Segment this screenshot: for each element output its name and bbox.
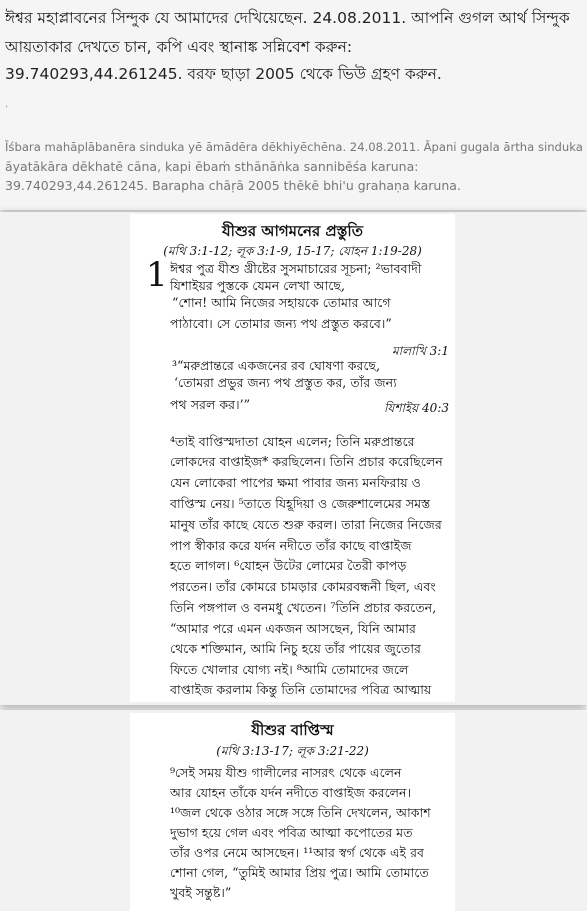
verse-line: বাপ্তিস্ম নেয়। ⁵তাতে যিহূদিয়া ও জেরুশালেমের সমস্ত (170, 496, 431, 511)
verse-line: তিনি পঙ্গপাল ও বনমধু খেতেন। ⁷তিনি প্রচার করতেন, (170, 600, 437, 615)
verse-line: “শোন! আমি নিজের সহায়কে তোমার আগে (172, 295, 391, 310)
verse-line: শোনা গেল, “তুমিই আমার প্রিয় পুত্র। আমি তোমাতে (170, 865, 429, 880)
verse-line: পাঠাবো। সে তোমার জন্য পথ প্রস্তুত করবে।” (170, 316, 392, 331)
separator-dot: . (5, 99, 9, 110)
transliteration-line: āyatākāra dēkhatē cāna, kapi ēbaṁ sthānāṅka sannibēśa karuna: (5, 159, 419, 174)
verse-line: যিশাইয়র পুস্তকে যেমন লেখা আছে, (170, 278, 346, 293)
verse-line: মানুষ তাঁর কাছে যেতে শুরু করল। তারা নিজের নিজের (170, 517, 442, 532)
verse-line: দুভাগ হয়ে গেল এবং পবিত্র আত্মা কপোতের মত (170, 825, 413, 840)
transliteration-line: Īśbara mahāplābanēra sinduka yē āmādēra dēkhiyēchēna. 24.08.2011. Āpani gugala ārtha sinduka (5, 140, 583, 154)
verse-line: লোকদের বাপ্তাইজ* করছিলেন। তিনি প্রচার করেছিলেন (170, 454, 443, 469)
transliteration-line: 39.740293,44.261245. Barapha chāṛā 2005 thēkē bhi'u grahaṇa karuna. (5, 178, 461, 193)
verse-line: ‘তোমরা প্রভুর জন্য পথ প্রস্তুত কর, তাঁর জন্য (174, 375, 397, 390)
bengali-text-line: আয়তাকার দেখতে চান, কপি এবং স্থানাঙ্ক সন্নিবেশ করুন: (5, 38, 353, 56)
section-heading: যীশুর বাপ্তিস্ম (251, 721, 334, 739)
verse-line: পরতেন। তাঁর কোমরে চামড়ার কোমরবন্ধনী ছিল, এবং (170, 579, 436, 594)
bible-page-mark-2 (130, 713, 455, 911)
verse-line: বাপ্তাইজ করলাম কিন্তু তিনি তোমাদের পবিত্র আত্মায় (170, 682, 432, 697)
bengali-text-line: 39.740293,44.261245. বরফ ছাড়া 2005 থেকে ভিউ গ্রহণ করুন. (5, 65, 442, 83)
bible-page-mark-1 (130, 214, 455, 702)
cross-reference: (মথি 3:13-17; লূক 3:21-22) (216, 744, 369, 758)
verse-line: ³“মরুপ্রান্তরে একজনের রব ঘোষণা করছে, (172, 358, 381, 373)
verse-line: ঈশ্বর পুত্র যীশু খ্রীষ্টের সুসমাচারের সূচনা; ²ভাববাদী (170, 261, 422, 276)
verse-line: আর যোহন তাঁকে যর্দন নদীতে বাপ্তাইজ করলেন। (170, 785, 412, 800)
cross-reference: (মথি 3:1-12; লূক 3:1-9, 15-17; যোহন 1:19-28) (163, 244, 422, 258)
chapter-number: 1 (146, 255, 168, 295)
verse-line: ¹⁰জল থেকে ওঠার সঙ্গে সঙ্গে তিনি দেখলেন, আকাশ (170, 805, 431, 820)
verse-line: যেন লোকেরা পাপের ক্ষমা পাবার জন্য মনফিরায় ও (170, 475, 421, 490)
section-heading: যীশুর আগমনের প্রস্তুতি (222, 222, 363, 240)
verse-line: পথ সরল কর।’” (170, 397, 251, 412)
verse-line: পাপ স্বীকার করে যর্দন নদীতে তাঁর কাছে বাপ্তাইজ (170, 538, 412, 553)
verse-line: খুবই সন্তুষ্ট।” (170, 885, 232, 900)
bengali-text-line: ঈশ্বর মহাপ্লাবনের সিন্দুক যে আমাদের দেখিয়েছেন. 24.08.2011. আপনি গুগল আর্থ সিন্দুক (5, 9, 570, 27)
verse-line: ⁴তাই বাপ্তিস্মদাতা যোহন এলেন; তিনি মরুপ্রান্তরে (170, 434, 415, 449)
verse-line: ফিতে খোলার যোগ্য নই। ⁸আমি তোমাদের জলে (170, 662, 409, 677)
scripture-reference: যিশাইয় 40:3 (384, 401, 449, 415)
translation-panel (0, 0, 587, 210)
verse-line: ⁹সেই সময় যীশু গালীলের নাসরৎ থেকে এলেন (170, 765, 402, 780)
verse-line: হতে লাগল। ⁶যোহন উটের লোমের তৈরী কাপড় (170, 558, 407, 573)
scripture-reference: মালাখি 3:1 (391, 344, 449, 358)
verse-line: “আমার পরে এমন একজন আসছেন, যিনি আমার (170, 621, 416, 636)
verse-line: থেকে শক্তিমান, আমি নিচু হয়ে তাঁর পায়ের জুতোর (170, 641, 421, 656)
verse-line: তাঁর ওপর নেমে আসছেন। ¹¹আর স্বর্গ থেকে এই রব (170, 845, 425, 860)
scanned-page-card (0, 710, 587, 911)
scanned-page-card (0, 212, 587, 705)
